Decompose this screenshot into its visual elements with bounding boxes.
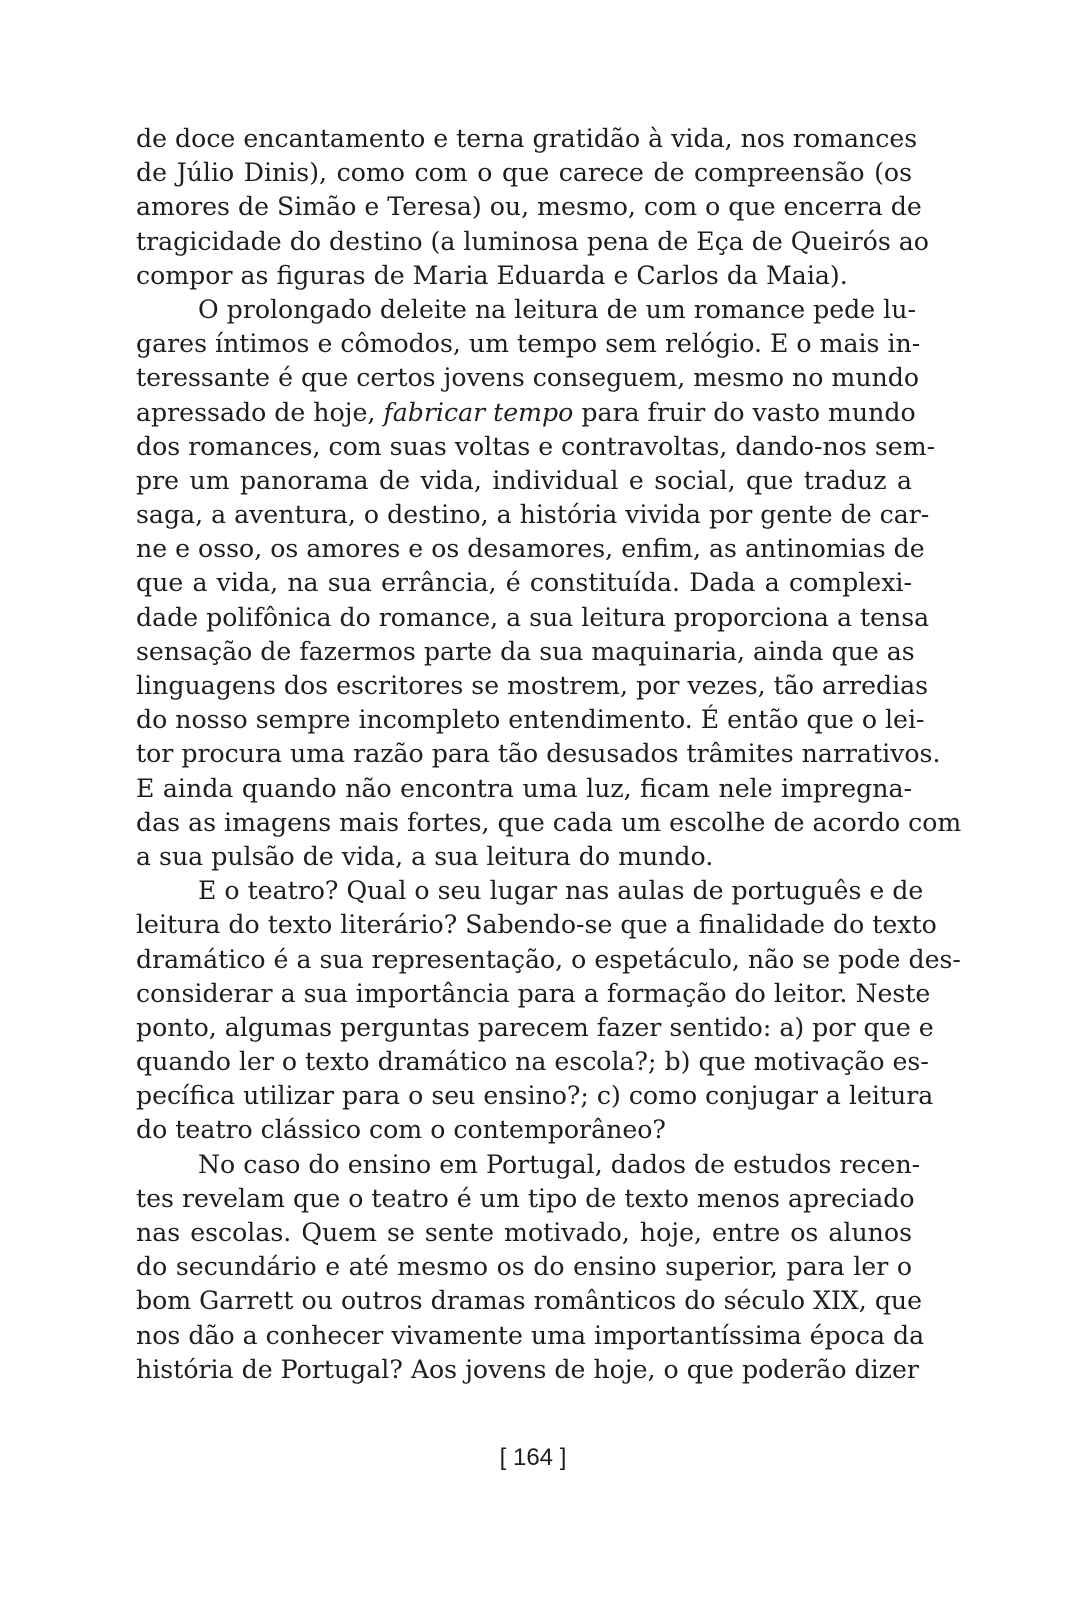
text-line: dade polifônica do romance, a sua leitura proporciona a tensa: [136, 602, 930, 632]
text-line: dramático é a sua representação, o espetáculo, não se pode des-: [136, 944, 961, 974]
text-line: de Júlio Dinis), como com o que carece de compreensão (os: [136, 158, 912, 188]
text-line: do secundário e até mesmo os do ensino superior, para ler o: [136, 1252, 912, 1282]
text-line: dos romances, com suas voltas e contravoltas, dando-nos sem-: [136, 431, 936, 461]
text-line-with-italic: [136, 396, 916, 430]
text-line: quando ler o texto dramático na escola?; b) que motivação es-: [136, 1047, 929, 1077]
text-line: história de Portugal? Aos jovens de hoje, o que poderão dizer: [136, 1354, 919, 1384]
text-line: tes revelam que o teatro é um tipo de texto menos apreciado: [136, 1183, 915, 1213]
text-segment: para fruir do vasto mundo: [573, 397, 916, 427]
text-line: sensação de fazermos parte da sua maquinaria, ainda que as: [136, 636, 915, 666]
italic-phrase: fabricar tempo: [383, 397, 574, 427]
text-line: tor procura uma razão para tão desusados trâmites narrativos.: [136, 739, 941, 769]
text-line: saga, a aventura, o destino, a história vivida por gente de car-: [136, 500, 930, 530]
text-line: que a vida, na sua errância, é constituída. Dada a complexi-: [136, 568, 912, 598]
text-line: bom Garrett ou outros dramas românticos do século XIX, que: [136, 1286, 923, 1316]
text-line: leitura do texto literário? Sabendo-se que a finalidade do texto: [136, 910, 937, 940]
text-line: ponto, algumas perguntas parecem fazer sentido: a) por que e: [136, 1012, 934, 1042]
text-line: amores de Simão e Teresa) ou, mesmo, com o que encerra de: [136, 192, 922, 222]
text-line: pre um panorama de vida, individual e social, que traduz a: [136, 465, 912, 495]
text-line: pecífica utilizar para o seu ensino?; c) como conjugar a leitura: [136, 1081, 934, 1111]
text-line: ne e osso, os amores e os desamores, enfim, as antinomias de: [136, 534, 925, 564]
text-line: No caso do ensino em Portugal, dados de estudos recen-: [198, 1149, 921, 1179]
text-line: E o teatro? Qual o seu lugar nas aulas de português e de: [198, 876, 924, 906]
text-line: O prolongado deleite na leitura de um romance pede lu-: [198, 294, 916, 324]
text-segment: apressado de hoje,: [136, 397, 384, 427]
text-line: gares íntimos e cômodos, um tempo sem relógio. E o mais in-: [136, 329, 921, 359]
body-text: [136, 122, 962, 1387]
text-line: do nosso sempre incompleto entendimento. É então que o lei-: [136, 705, 925, 735]
text-line: considerar a sua importância para a formação do leitor. Neste: [136, 978, 931, 1008]
text-line: das as imagens mais fortes, que cada um escolhe de acordo com: [136, 807, 962, 837]
text-line: nos dão a conhecer vivamente uma importantíssima época da: [136, 1320, 925, 1350]
page-number: [ 164 ]: [499, 1444, 567, 1471]
text-line: tragicidade do destino (a luminosa pena de Eça de Queirós ao: [136, 226, 929, 256]
text-line: teressante é que certos jovens conseguem, mesmo no mundo: [136, 363, 920, 393]
text-line: do teatro clássico com o contemporâneo?: [136, 1115, 666, 1145]
text-line: compor as figuras de Maria Eduarda e Carlos da Maia).: [136, 260, 848, 290]
text-line: linguagens dos escritores se mostrem, por vezes, tão arredias: [136, 671, 929, 700]
text-line: de doce encantamento e terna gratidão à vida, nos romances: [136, 124, 918, 153]
text-line: a sua pulsão de vida, a sua leitura do mundo.: [136, 841, 714, 871]
text-line: E ainda quando não encontra uma luz, ficam nele impregna-: [136, 773, 912, 803]
text-line: nas escolas. Quem se sente motivado, hoje, entre os alunos: [136, 1218, 912, 1247]
